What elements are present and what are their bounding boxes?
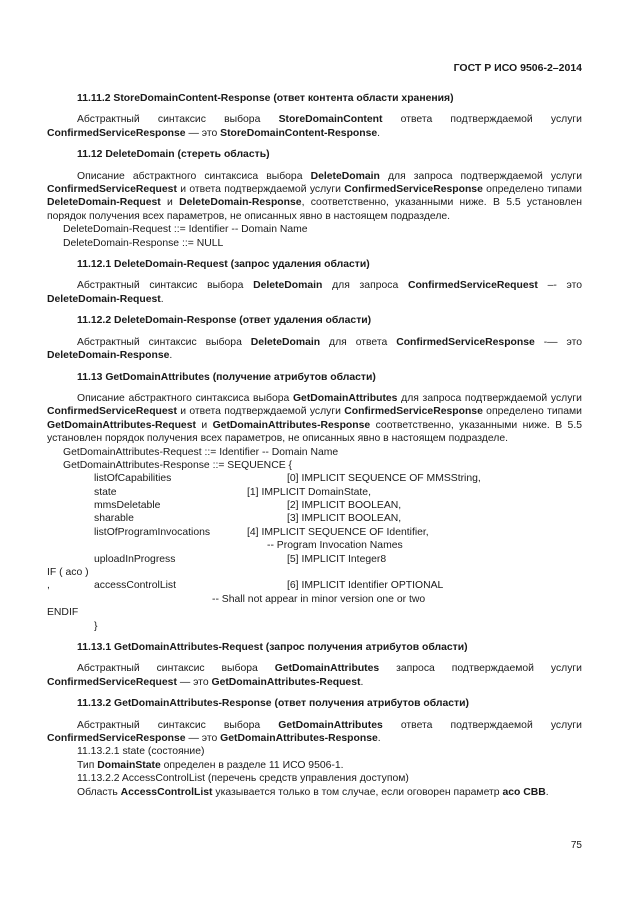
para-11-12-2: Абстрактный синтаксис выбора DeleteDomain для ответа ConfirmedServiceResponse -— это DeleteDomain-Response. [47, 336, 582, 362]
subheading-11-13-2-1: 11.13.2.1 state (состояние) [77, 746, 205, 758]
code-close-brace: } [94, 620, 98, 632]
code-comment-pin: -- Program Invocation Names [267, 540, 403, 552]
para-11-11-2: Абстрактный синтаксис выбора StoreDomainContent ответа подтверждаемой услуги ConfirmedServiceResponse — это StoreDomainContent-Response. [47, 114, 582, 139]
standard-header: ГОСТ Р ИСО 9506-2–2014 [453, 62, 582, 74]
heading-11-12-1: 11.12.1 DeleteDomain-Request (запрос удаления области) [77, 259, 370, 271]
heading-11-12: 11.12 DeleteDomain (стереть область) [77, 149, 270, 161]
code-if-aco: IF ( aco ) [47, 567, 89, 579]
heading-11-12-2: 11.12.2 DeleteDomain-Response (ответ удаления области) [77, 315, 372, 327]
heading-11-13-2: 11.13.2 GetDomainAttributes-Response (ответ получения атрибутов области) [77, 698, 469, 710]
para-11-13-2-1: Тип DomainState определен в разделе 11 ИСО 9506-1. [77, 759, 344, 771]
code-field-row: sharable [3] IMPLICIT BOOLEAN, [94, 513, 402, 525]
para-11-12: Описание абстрактного синтаксиса выбора DeleteDomain для запроса подтверждаемой услуги ConfirmedServiceRequest и ответа подтверждаемой услуги ConfirmedServiceResponse определено типами DeleteDomain-Request и DeleteDomain-Response, соответственно, указанными ниже. В 5.5 установлен порядок получения всех параметров, не описанных явно в настоящем подразделе. [47, 170, 583, 222]
code-field-row: listOfCapabilities [0] IMPLICIT SEQUENCE OF MMSString, [94, 473, 481, 485]
code-endif: ENDIF [47, 607, 79, 619]
para-11-13-2: Абстрактный синтаксис выбора GetDomainAttributes ответа подтверждаемой услуги ConfirmedServiceResponse — это GetDomainAttributes-Response. [47, 719, 582, 745]
code-delete-request: DeleteDomain-Request ::= Identifier -- Domain Name [63, 224, 308, 236]
code-delete-response: DeleteDomain-Response ::= NULL [63, 237, 224, 249]
document-body [47, 92, 582, 799]
heading-11-13: 11.13 GetDomainAttributes (получение атрибутов области) [77, 371, 376, 383]
code-field-acl: , accessControlList [6] IMPLICIT Identifier OPTIONAL [47, 580, 444, 592]
code-comment-minor: -- Shall not appear in minor version one or two [212, 593, 426, 605]
code-field-upload: uploadInProgress [5] IMPLICIT Integer8 [94, 553, 387, 565]
code-field-row: listOfProgramInvocations [4] IMPLICIT SEQUENCE OF Identifier, [94, 526, 429, 538]
para-11-13-2-2: Область AccessControlList указывается только в том случае, если оговорен параметр aco CBB. [77, 786, 549, 798]
para-11-13: Описание абстрактного синтаксиса выбора GetDomainAttributes для запроса подтверждаемой услуги ConfirmedServiceRequest и ответа подтверждаемой услуги ConfirmedServiceResponse определено типами GetDomainAttributes-Request и GetDomainAttributes-Response соответственно, указанными ниже. В 5.5 установлен порядок получения всех параметров, не описанных явно в настоящем подразделе. [47, 392, 582, 445]
code-field-row: state [1] IMPLICIT DomainState, [94, 486, 371, 498]
code-field-row: mmsDeletable [2] IMPLICIT BOOLEAN, [94, 500, 402, 512]
code-getdomain-request: GetDomainAttributes-Request ::= Identifier -- Domain Name [63, 446, 339, 458]
code-getdomain-response: GetDomainAttributes-Response ::= SEQUENCE { [63, 459, 292, 471]
para-11-12-1: Абстрактный синтаксис выбора DeleteDomain для запроса ConfirmedServiceRequest –- это DeleteDomain-Request. [47, 280, 582, 305]
heading-11-11-2: 11.11.2 StoreDomainContent-Response (ответ контента области хранения) [77, 93, 454, 104]
para-11-13-1: Абстрактный синтаксис выбора GetDomainAttributes запроса подтверждаемой услуги ConfirmedServiceRequest — это GetDomainAttributes-Request. [47, 663, 582, 688]
page-number: 75 [570, 840, 582, 851]
heading-11-13-1: 11.13.1 GetDomainAttributes-Request (запрос получения атрибутов области) [77, 642, 468, 653]
subheading-11-13-2-2: 11.13.2.2 AccessControlList (перечень средств управления доступом) [77, 773, 409, 785]
